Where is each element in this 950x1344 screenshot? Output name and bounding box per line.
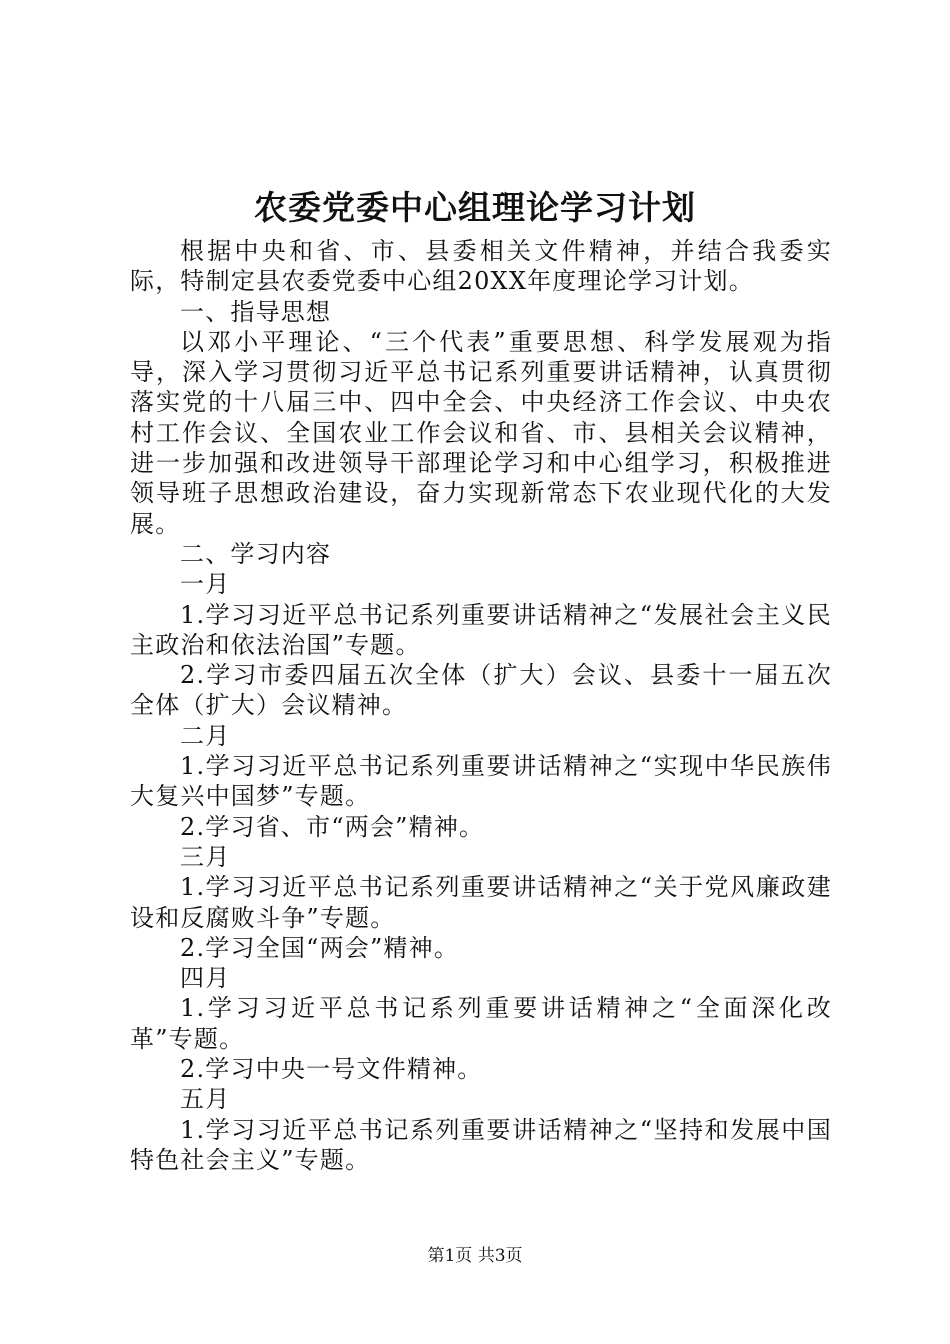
list-item: 1.学习习近平总书记系列重要讲话精神之“关于党风廉政建设和反腐败斗争”专题。: [130, 873, 832, 932]
list-item: 1.学习习近平总书记系列重要讲话精神之“坚持和发展中国特色社会主义”专题。: [130, 1115, 832, 1174]
section-heading-study-content: 二、学习内容: [180, 539, 332, 568]
document-body: [130, 236, 832, 1175]
list-item: 1.学习习近平总书记系列重要讲话精神之“发展社会主义民主政治和依法治国”专题。: [130, 600, 832, 659]
paragraph-guiding-ideology: 以邓小平理论、“三个代表”重要思想、科学发展观为指导，深入学习贯彻习近平总书记系列重要讲话精神，认真贯彻落实党的十八届三中、四中全会、中央经济工作会议、中央农村工作会议、全国农业工作会议和省、市、县相关会议精神，进一步加强和改进领导干部理论学习和中心组学习，积极推进领导班子思想政治建设，奋力实现新常态下农业现代化的大发展。: [130, 327, 832, 538]
list-item: 1.学习习近平总书记系列重要讲话精神之“实现中华民族伟大复兴中国梦”专题。: [130, 752, 832, 811]
list-item: 2.学习市委四届五次全体（扩大）会议、县委十一届五次全体（扩大）会议精神。: [130, 661, 832, 720]
list-item: 2.学习全国“两会”精神。: [180, 933, 460, 962]
page-number-footer: 第1页 共3页: [427, 1246, 523, 1266]
list-item: 1.学习习近平总书记系列重要讲话精神之“全面深化改革”专题。: [130, 994, 832, 1053]
month-heading-january: 一月: [180, 570, 231, 599]
month-heading-may: 五月: [180, 1085, 231, 1114]
month-heading-february: 二月: [180, 721, 231, 750]
document-title: 农委党委中心组理论学习计划: [254, 188, 696, 227]
section-heading-guiding-ideology: 一、指导思想: [180, 297, 332, 326]
list-item: 2.学习省、市“两会”精神。: [180, 812, 485, 841]
list-item: 2.学习中央一号文件精神。: [180, 1055, 483, 1084]
month-heading-april: 四月: [180, 964, 231, 993]
month-heading-march: 三月: [180, 842, 231, 871]
paragraph-intro: 根据中央和省、市、县委相关文件精神，并结合我委实际，特制定县农委党委中心组20XX年度理论学习计划。: [130, 237, 832, 296]
